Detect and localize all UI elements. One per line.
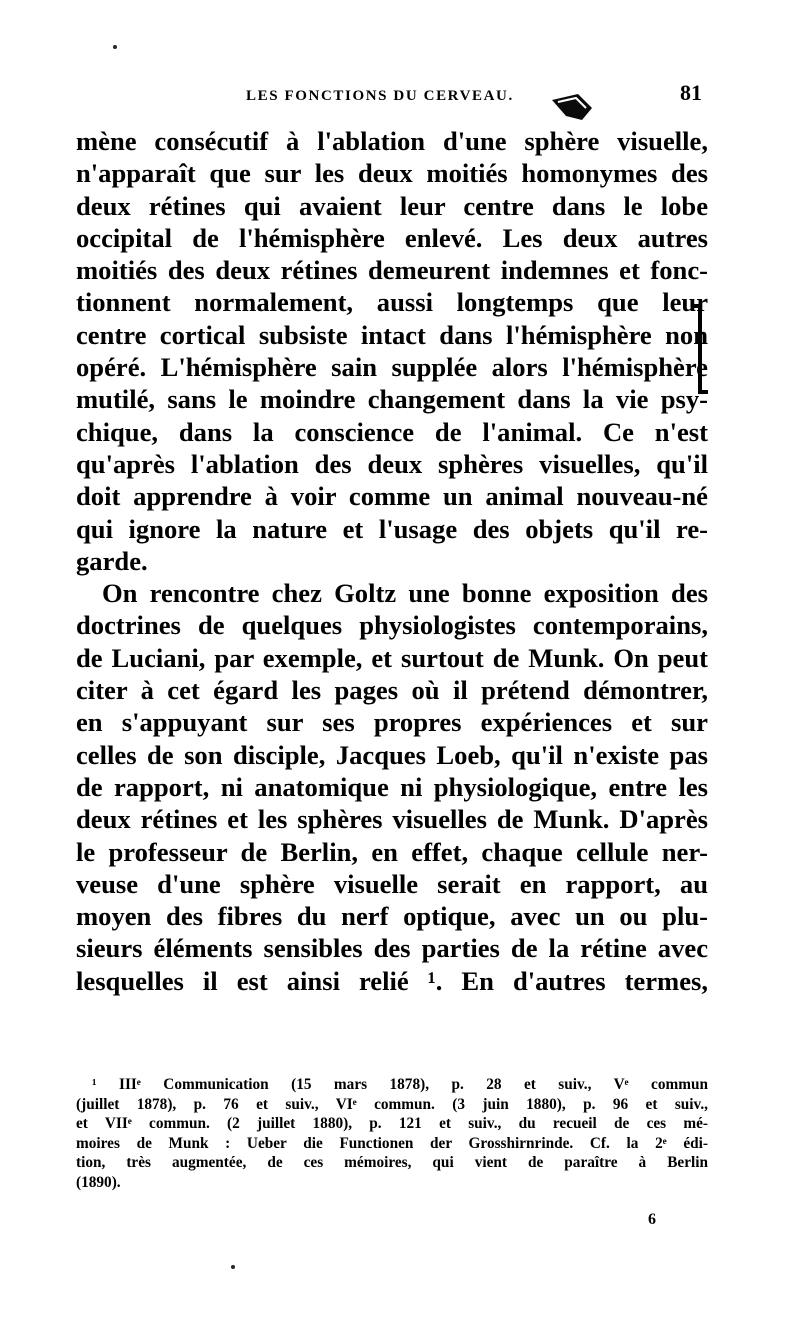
text-line: celles de son disciple, Jacques Loeb, qu'il n'existe pas: [76, 739, 708, 770]
ink-mark-icon: [548, 86, 598, 130]
text-line: de Luciani, par exemple, et surtout de Munk. On peut: [76, 642, 708, 673]
text-line: doctrines de quelques physiologistes contemporains,: [76, 610, 708, 641]
text-line: garde.: [76, 545, 148, 576]
footnote-line: et VIIᵉ commun. (2 juillet 1880), p. 121 et suiv., du recueil de ces mé-: [76, 1115, 708, 1132]
page-number: 81: [680, 80, 702, 105]
text-line: deux rétines et les sphères visuelles de Munk. D'après: [76, 804, 708, 835]
text-line: deux rétines qui avaient leur centre dans le lobe: [76, 190, 708, 221]
footnotes: [76, 1075, 708, 1192]
text-line: chique, dans la conscience de l'animal. Ce n'est: [76, 416, 708, 447]
text-line: citer à cet égard les pages où il prétend démontrer,: [76, 675, 708, 706]
signature-mark: 6: [648, 1211, 656, 1228]
text-line: le professeur de Berlin, en effet, chaque cellule ner-: [76, 836, 708, 867]
text-line: de rapport, ni anatomique ni physiologique, entre les: [76, 771, 708, 802]
text-line: moitiés des deux rétines demeurent indemnes et fonc-: [76, 255, 708, 286]
text-line: sieurs éléments sensibles des parties de la rétine avec: [76, 933, 708, 964]
text-line: doit apprendre à voir comme un animal nouveau-né: [76, 481, 708, 512]
text-line: en s'appuyant sur ses propres expériences et sur: [76, 707, 708, 738]
footnote-line: moires de Munk : Ueber die Functionen der Grosshirnrinde. Cf. la 2ᵉ édi-: [76, 1134, 708, 1152]
footnote-line: tion, très augmentée, de ces mémoires, qui vient de paraître à Berlin: [76, 1154, 708, 1171]
text-line: opéré. L'hémisphère sain supplée alors l'hémisphère: [76, 352, 708, 383]
footnote-line: (1890).: [76, 1173, 121, 1191]
footnote-line: ¹ IIIᵉ Communication (15 mars 1878), p. 28 et suiv., Vᵉ commun: [92, 1076, 708, 1093]
speck-icon: [230, 1264, 236, 1270]
text-line: On rencontre chez Goltz une bonne exposition des: [102, 578, 708, 609]
text-line: lesquelles il est ainsi relié ¹. En d'autres termes,: [76, 965, 708, 996]
text-line: centre cortical subsiste intact dans l'hémisphère non: [76, 319, 708, 350]
speck-icon: [112, 44, 118, 50]
running-head: LES FONCTIONS DU CERVEAU.: [246, 88, 514, 104]
footnote-line: (juillet 1878), p. 76 et suiv., VIᵉ commun. (3 juin 1880), p. 96 et suiv.,: [76, 1095, 708, 1113]
text-line: occipital de l'hémisphère enlevé. Les deux autres: [76, 222, 708, 253]
text-line: veuse d'une sphère visuelle serait en rapport, au: [76, 868, 708, 899]
body-text: [76, 125, 708, 997]
text-line: moyen des fibres du nerf optique, avec un ou plu-: [76, 901, 708, 932]
text-line: mène consécutif à l'ablation d'une sphère visuelle,: [76, 126, 708, 156]
text-line: qu'après l'ablation des deux sphères visuelles, qu'il: [76, 448, 708, 479]
text-line: tionnent normalement, aussi longtemps que leur: [76, 287, 708, 318]
text-line: n'apparaît que sur les deux moitiés homonymes des: [76, 158, 708, 189]
text-line: qui ignore la nature et l'usage des objets qu'il re-: [76, 513, 708, 544]
text-line: mutilé, sans le moindre changement dans la vie psy-: [76, 384, 708, 415]
